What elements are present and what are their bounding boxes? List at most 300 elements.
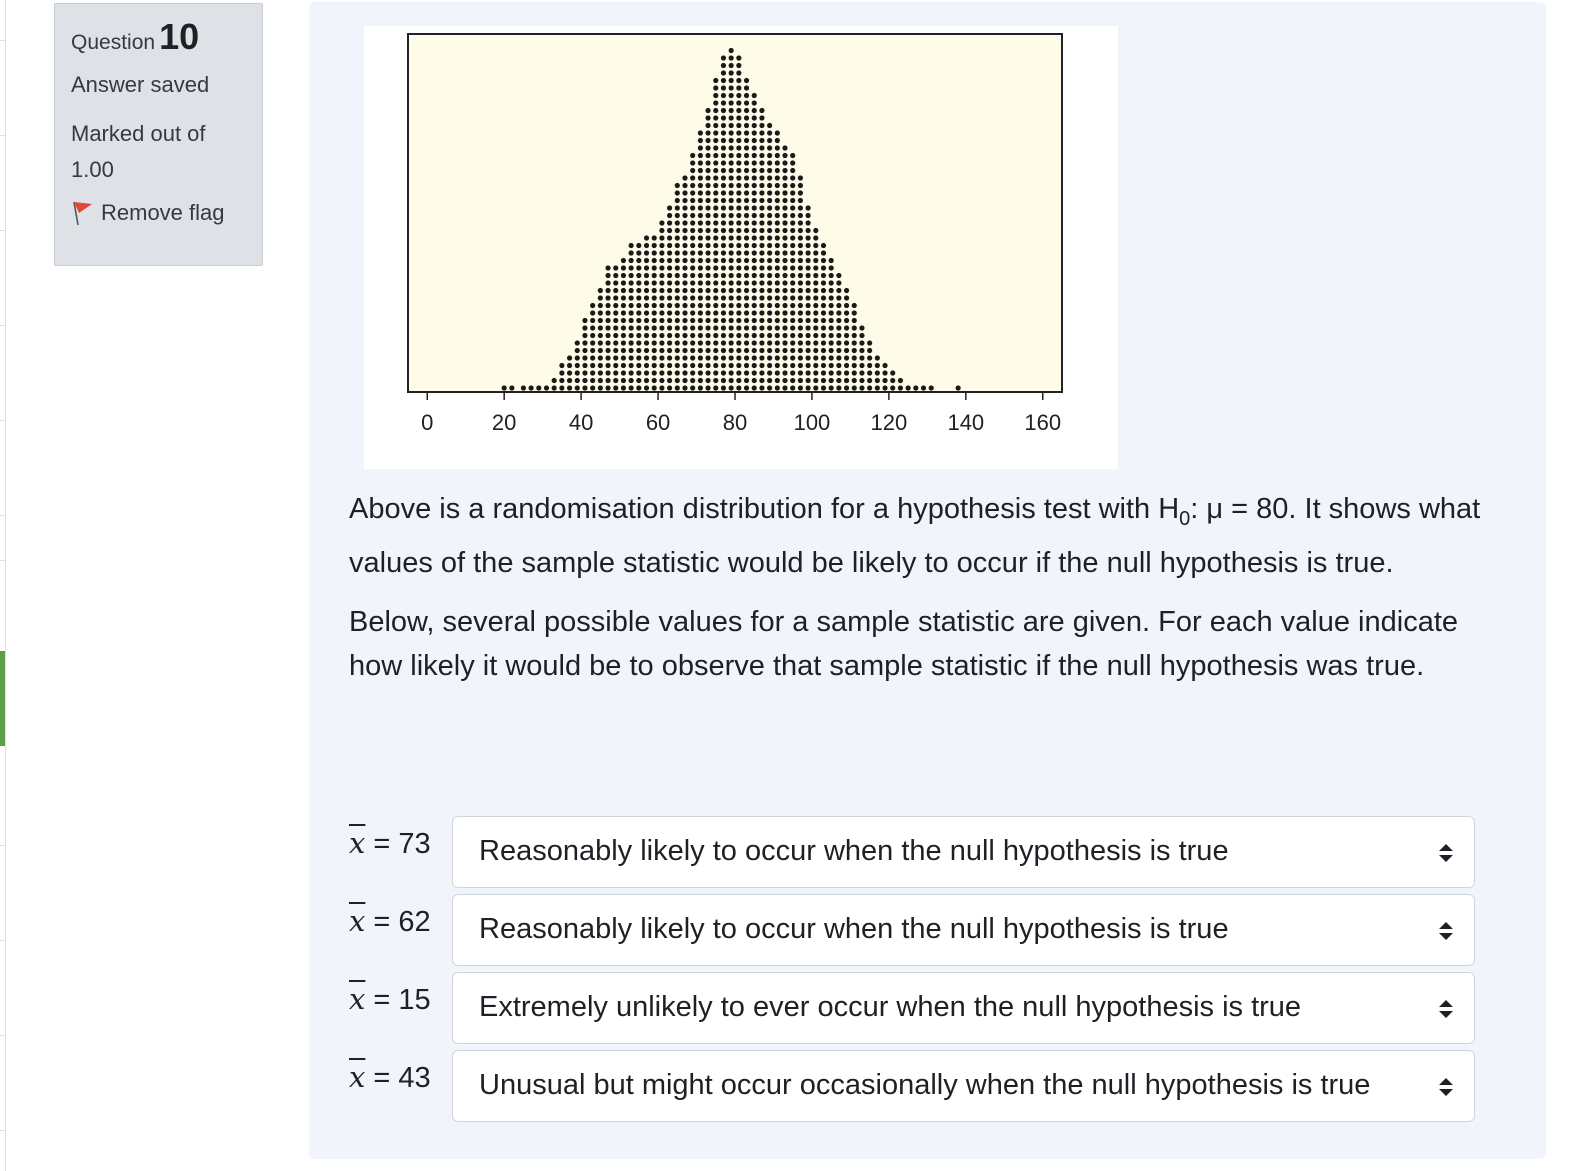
data-dot — [698, 385, 703, 390]
likelihood-select[interactable] — [452, 972, 1475, 1044]
data-dot — [582, 363, 587, 368]
data-dot — [782, 385, 787, 390]
data-dot — [744, 333, 749, 338]
data-dot — [682, 363, 687, 368]
data-dot — [859, 340, 864, 345]
data-dot — [605, 280, 610, 285]
data-dot — [836, 273, 841, 278]
data-dot — [752, 363, 757, 368]
data-dot — [582, 325, 587, 330]
data-dot — [721, 175, 726, 180]
data-dot — [705, 145, 710, 150]
data-dot — [621, 355, 626, 360]
data-dot — [729, 258, 734, 263]
data-dot — [713, 303, 718, 308]
data-dot — [759, 295, 764, 300]
data-dot — [667, 273, 672, 278]
data-dot — [767, 333, 772, 338]
data-dot — [736, 333, 741, 338]
data-dot — [690, 213, 695, 218]
data-dot — [667, 235, 672, 240]
data-dot — [844, 310, 849, 315]
data-dot — [644, 280, 649, 285]
data-dot — [867, 363, 872, 368]
data-dot — [690, 355, 695, 360]
data-dot — [790, 258, 795, 263]
data-dot — [790, 265, 795, 270]
data-dot — [644, 258, 649, 263]
data-dot — [775, 378, 780, 383]
data-dot — [621, 363, 626, 368]
data-dot — [690, 160, 695, 165]
likelihood-select[interactable] — [452, 816, 1475, 888]
data-dot — [690, 190, 695, 195]
data-dot — [782, 363, 787, 368]
data-dot — [721, 153, 726, 158]
data-dot — [644, 325, 649, 330]
data-dot — [813, 340, 818, 345]
data-dot — [744, 265, 749, 270]
data-dot — [636, 288, 641, 293]
data-dot — [775, 325, 780, 330]
data-dot — [729, 280, 734, 285]
data-dot — [836, 348, 841, 353]
data-dot — [744, 370, 749, 375]
data-dot — [621, 333, 626, 338]
data-dot — [613, 333, 618, 338]
data-dot — [644, 370, 649, 375]
data-dot — [705, 363, 710, 368]
data-dot — [705, 213, 710, 218]
data-dot — [805, 340, 810, 345]
data-dot — [752, 190, 757, 195]
data-dot — [698, 370, 703, 375]
data-dot — [744, 363, 749, 368]
data-dot — [582, 333, 587, 338]
data-dot — [798, 273, 803, 278]
data-dot — [636, 325, 641, 330]
data-dot — [744, 183, 749, 188]
data-dot — [652, 273, 657, 278]
data-dot — [829, 273, 834, 278]
data-dot — [736, 63, 741, 68]
data-dot — [829, 280, 834, 285]
data-dot — [590, 385, 595, 390]
data-dot — [767, 318, 772, 323]
data-dot — [667, 333, 672, 338]
data-dot — [605, 288, 610, 293]
data-dot — [729, 175, 734, 180]
data-dot — [713, 93, 718, 98]
data-dot — [621, 370, 626, 375]
data-dot — [675, 235, 680, 240]
data-dot — [713, 220, 718, 225]
data-dot — [767, 228, 772, 233]
data-dot — [775, 235, 780, 240]
data-dot — [759, 273, 764, 278]
data-dot — [652, 303, 657, 308]
data-dot — [790, 168, 795, 173]
data-dot — [775, 348, 780, 353]
data-dot — [752, 378, 757, 383]
data-dot — [721, 183, 726, 188]
data-dot — [705, 235, 710, 240]
data-dot — [759, 280, 764, 285]
data-dot — [598, 385, 603, 390]
data-dot — [629, 325, 634, 330]
data-dot — [790, 325, 795, 330]
data-dot — [605, 378, 610, 383]
data-dot — [798, 243, 803, 248]
data-dot — [744, 160, 749, 165]
data-dot — [744, 273, 749, 278]
data-dot — [767, 325, 772, 330]
data-dot — [844, 303, 849, 308]
data-dot — [698, 175, 703, 180]
data-dot — [652, 235, 657, 240]
data-dot — [790, 235, 795, 240]
data-dot — [659, 310, 664, 315]
data-dot — [682, 273, 687, 278]
data-dot — [752, 100, 757, 105]
data-dot — [713, 213, 718, 218]
data-dot — [598, 310, 603, 315]
data-dot — [767, 363, 772, 368]
data-dot — [736, 378, 741, 383]
data-dot — [736, 295, 741, 300]
data-dot — [667, 243, 672, 248]
data-dot — [736, 160, 741, 165]
data-dot — [775, 258, 780, 263]
data-dot — [752, 303, 757, 308]
data-dot — [636, 243, 641, 248]
data-dot — [690, 228, 695, 233]
data-dot — [729, 48, 734, 53]
data-dot — [736, 318, 741, 323]
data-dot — [521, 385, 526, 390]
data-dot — [898, 378, 903, 383]
data-dot — [798, 340, 803, 345]
sample-mean-label: $\overline{x} = 73$ — [349, 826, 431, 860]
data-dot — [644, 303, 649, 308]
data-dot — [629, 318, 634, 323]
data-dot — [836, 355, 841, 360]
data-dot — [767, 378, 772, 383]
select-arrows-icon — [1438, 999, 1454, 1019]
data-dot — [775, 340, 780, 345]
data-dot — [782, 175, 787, 180]
data-dot — [721, 265, 726, 270]
data-dot — [752, 340, 757, 345]
data-dot — [659, 363, 664, 368]
data-dot — [621, 295, 626, 300]
data-dot — [859, 325, 864, 330]
data-dot — [767, 220, 772, 225]
data-dot — [790, 243, 795, 248]
sample-mean-label: $\overline{x} = 62$ — [349, 904, 431, 938]
data-dot — [744, 303, 749, 308]
data-dot — [736, 93, 741, 98]
data-dot — [644, 355, 649, 360]
data-dot — [875, 370, 880, 375]
data-dot — [744, 250, 749, 255]
data-dot — [805, 235, 810, 240]
data-dot — [559, 370, 564, 375]
data-dot — [790, 273, 795, 278]
data-dot — [775, 160, 780, 165]
data-dot — [605, 265, 610, 270]
data-dot — [659, 288, 664, 293]
data-dot — [721, 190, 726, 195]
data-dot — [790, 355, 795, 360]
data-dot — [859, 333, 864, 338]
data-dot — [721, 108, 726, 113]
data-dot — [852, 378, 857, 383]
data-dot — [682, 325, 687, 330]
data-dot — [767, 355, 772, 360]
data-dot — [752, 243, 757, 248]
data-dot — [767, 340, 772, 345]
data-dot — [629, 348, 634, 353]
data-dot — [713, 168, 718, 173]
data-dot — [675, 183, 680, 188]
data-dot — [729, 355, 734, 360]
data-dot — [813, 235, 818, 240]
data-dot — [705, 160, 710, 165]
data-dot — [698, 198, 703, 203]
data-dot — [598, 325, 603, 330]
data-dot — [752, 108, 757, 113]
data-dot — [698, 273, 703, 278]
data-dot — [713, 280, 718, 285]
data-dot — [836, 340, 841, 345]
data-dot — [682, 183, 687, 188]
data-dot — [775, 183, 780, 188]
data-dot — [729, 160, 734, 165]
data-dot — [829, 303, 834, 308]
data-dot — [759, 378, 764, 383]
data-dot — [813, 250, 818, 255]
data-dot — [590, 340, 595, 345]
data-dot — [613, 280, 618, 285]
data-dot — [736, 228, 741, 233]
data-dot — [682, 175, 687, 180]
data-dot — [736, 363, 741, 368]
data-dot — [752, 168, 757, 173]
answer-row — [349, 894, 1509, 966]
data-dot — [713, 175, 718, 180]
data-dot — [636, 363, 641, 368]
data-dot — [675, 265, 680, 270]
data-dot — [752, 370, 757, 375]
data-dot — [713, 123, 718, 128]
data-dot — [767, 303, 772, 308]
likelihood-select[interactable] — [452, 894, 1475, 966]
data-dot — [813, 370, 818, 375]
question-info — [54, 3, 263, 266]
data-dot — [675, 220, 680, 225]
data-dot — [705, 228, 710, 233]
data-dot — [605, 370, 610, 375]
data-dot — [790, 318, 795, 323]
data-dot — [721, 273, 726, 278]
data-dot — [759, 363, 764, 368]
data-dot — [829, 265, 834, 270]
data-dot — [759, 153, 764, 158]
data-dot — [729, 108, 734, 113]
data-dot — [705, 220, 710, 225]
data-dot — [629, 258, 634, 263]
data-dot — [759, 220, 764, 225]
data-dot — [836, 325, 841, 330]
data-dot — [721, 235, 726, 240]
data-dot — [652, 370, 657, 375]
data-dot — [629, 355, 634, 360]
data-dot — [744, 378, 749, 383]
data-dot — [698, 138, 703, 143]
data-dot — [690, 348, 695, 353]
data-dot — [752, 333, 757, 338]
data-dot — [729, 363, 734, 368]
data-dot — [813, 363, 818, 368]
data-dot — [829, 258, 834, 263]
data-dot — [667, 303, 672, 308]
data-dot — [956, 385, 961, 390]
data-dot — [659, 235, 664, 240]
data-dot — [844, 370, 849, 375]
data-dot — [629, 295, 634, 300]
data-dot — [736, 250, 741, 255]
data-dot — [621, 303, 626, 308]
data-dot — [613, 348, 618, 353]
data-dot — [729, 243, 734, 248]
data-dot — [844, 385, 849, 390]
x-tick-label: 0 — [421, 410, 434, 435]
data-dot — [759, 265, 764, 270]
data-dot — [767, 205, 772, 210]
data-dot — [813, 318, 818, 323]
data-dot — [752, 198, 757, 203]
data-dot — [913, 385, 918, 390]
data-dot — [667, 325, 672, 330]
data-dot — [752, 220, 757, 225]
data-dot — [675, 355, 680, 360]
data-dot — [690, 280, 695, 285]
data-dot — [813, 273, 818, 278]
data-dot — [836, 280, 841, 285]
data-dot — [736, 310, 741, 315]
data-dot — [759, 123, 764, 128]
data-dot — [821, 303, 826, 308]
data-dot — [613, 310, 618, 315]
data-dot — [805, 295, 810, 300]
remove-flag-button[interactable] — [71, 200, 246, 226]
data-dot — [667, 378, 672, 383]
data-dot — [767, 198, 772, 203]
data-dot — [813, 258, 818, 263]
data-dot — [775, 198, 780, 203]
data-dot — [829, 363, 834, 368]
data-dot — [636, 378, 641, 383]
data-dot — [652, 258, 657, 263]
data-dot — [721, 385, 726, 390]
data-dot — [636, 310, 641, 315]
selected-option: Reasonably likely to occur when the null hypothesis is true — [479, 835, 1229, 867]
data-dot — [844, 363, 849, 368]
data-dot — [659, 340, 664, 345]
data-dot — [744, 213, 749, 218]
data-dot — [867, 348, 872, 353]
data-dot — [582, 370, 587, 375]
data-dot — [659, 295, 664, 300]
data-dot — [713, 363, 718, 368]
data-dot — [744, 168, 749, 173]
likelihood-select[interactable] — [452, 1050, 1475, 1122]
data-dot — [636, 355, 641, 360]
data-dot — [752, 325, 757, 330]
data-dot — [705, 138, 710, 143]
data-dot — [621, 310, 626, 315]
data-dot — [721, 348, 726, 353]
data-dot — [721, 280, 726, 285]
data-dot — [705, 333, 710, 338]
data-dot — [852, 303, 857, 308]
data-dot — [705, 318, 710, 323]
data-dot — [721, 123, 726, 128]
data-dot — [713, 325, 718, 330]
data-dot — [705, 123, 710, 128]
data-dot — [782, 258, 787, 263]
data-dot — [698, 153, 703, 158]
data-dot — [759, 205, 764, 210]
data-dot — [721, 250, 726, 255]
data-dot — [567, 363, 572, 368]
data-dot — [690, 295, 695, 300]
data-dot — [698, 213, 703, 218]
data-dot — [752, 295, 757, 300]
data-dot — [813, 288, 818, 293]
data-dot — [713, 288, 718, 293]
data-dot — [759, 168, 764, 173]
data-dot — [775, 138, 780, 143]
data-dot — [829, 378, 834, 383]
data-dot — [682, 205, 687, 210]
data-dot — [752, 258, 757, 263]
data-dot — [744, 85, 749, 90]
data-dot — [782, 213, 787, 218]
data-dot — [629, 385, 634, 390]
data-dot — [821, 310, 826, 315]
data-dot — [675, 303, 680, 308]
data-dot — [652, 318, 657, 323]
data-dot — [798, 280, 803, 285]
data-dot — [821, 243, 826, 248]
data-dot — [882, 385, 887, 390]
data-dot — [629, 273, 634, 278]
data-dot — [675, 370, 680, 375]
data-dot — [682, 385, 687, 390]
data-dot — [744, 228, 749, 233]
data-dot — [575, 348, 580, 353]
data-dot — [775, 273, 780, 278]
data-dot — [713, 243, 718, 248]
data-dot — [790, 363, 795, 368]
data-dot — [805, 378, 810, 383]
data-dot — [613, 340, 618, 345]
data-dot — [613, 370, 618, 375]
data-dot — [690, 168, 695, 173]
data-dot — [859, 348, 864, 353]
